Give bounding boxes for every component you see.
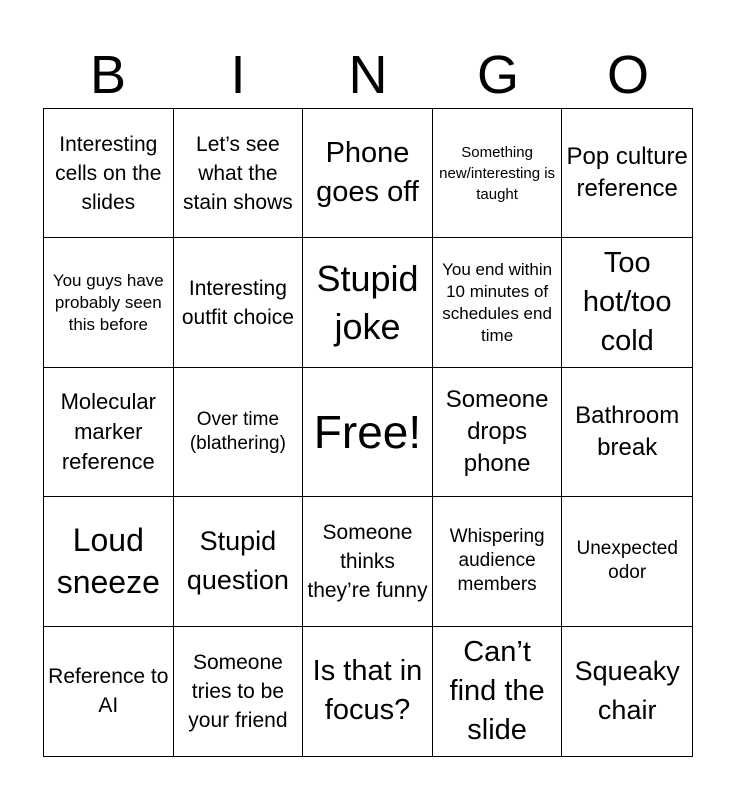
bingo-cell[interactable]: Stupid question bbox=[174, 497, 304, 626]
bingo-cell[interactable]: Loud sneeze bbox=[44, 497, 174, 626]
bingo-cell[interactable]: Bathroom break bbox=[562, 368, 692, 497]
bingo-cell[interactable]: Over time (blathering) bbox=[174, 368, 304, 497]
bingo-cell[interactable]: Pop culture reference bbox=[562, 109, 692, 238]
bingo-card bbox=[43, 108, 693, 757]
bingo-cell[interactable]: Reference to AI bbox=[44, 627, 174, 756]
free-space[interactable]: Free! bbox=[303, 368, 433, 497]
header-letter-o: O bbox=[606, 45, 649, 105]
bingo-cell[interactable]: Too hot/too cold bbox=[562, 238, 692, 367]
bingo-cell[interactable]: You guys have probably seen this before bbox=[44, 238, 174, 367]
bingo-cell[interactable]: Whispering audience members bbox=[433, 497, 563, 626]
bingo-cell[interactable]: You end within 10 minutes of schedules end time bbox=[433, 238, 563, 367]
bingo-cell[interactable]: Is that in focus? bbox=[303, 627, 433, 756]
bingo-cell[interactable]: Let’s see what the stain shows bbox=[174, 109, 304, 238]
bingo-cell[interactable]: Molecular marker reference bbox=[44, 368, 174, 497]
bingo-cell[interactable]: Phone goes off bbox=[303, 109, 433, 238]
header-letter-n: N bbox=[348, 45, 388, 105]
bingo-header bbox=[43, 42, 693, 108]
bingo-cell[interactable]: Squeaky chair bbox=[574, 656, 680, 726]
header-letter-b: B bbox=[89, 45, 127, 105]
bingo-cell[interactable]: Stupid joke bbox=[303, 238, 433, 367]
bingo-cell[interactable]: Unexpected odor bbox=[562, 497, 692, 626]
bingo-cell[interactable]: Interesting cells on the slides bbox=[44, 109, 174, 238]
bingo-cell[interactable]: Someone drops phone bbox=[433, 368, 563, 497]
bingo-cell[interactable]: Someone thinks they’re funny bbox=[303, 497, 433, 626]
header-letter-g: G bbox=[476, 45, 519, 105]
bingo-cell[interactable]: Someone tries to be your friend bbox=[174, 627, 304, 756]
bingo-cell[interactable]: Interesting outfit choice bbox=[174, 238, 304, 367]
bingo-cell[interactable]: Can’t find the slide bbox=[433, 627, 563, 756]
bingo-cell[interactable]: Something new/interesting is taught bbox=[433, 109, 563, 238]
header-letter-i: I bbox=[230, 45, 246, 105]
